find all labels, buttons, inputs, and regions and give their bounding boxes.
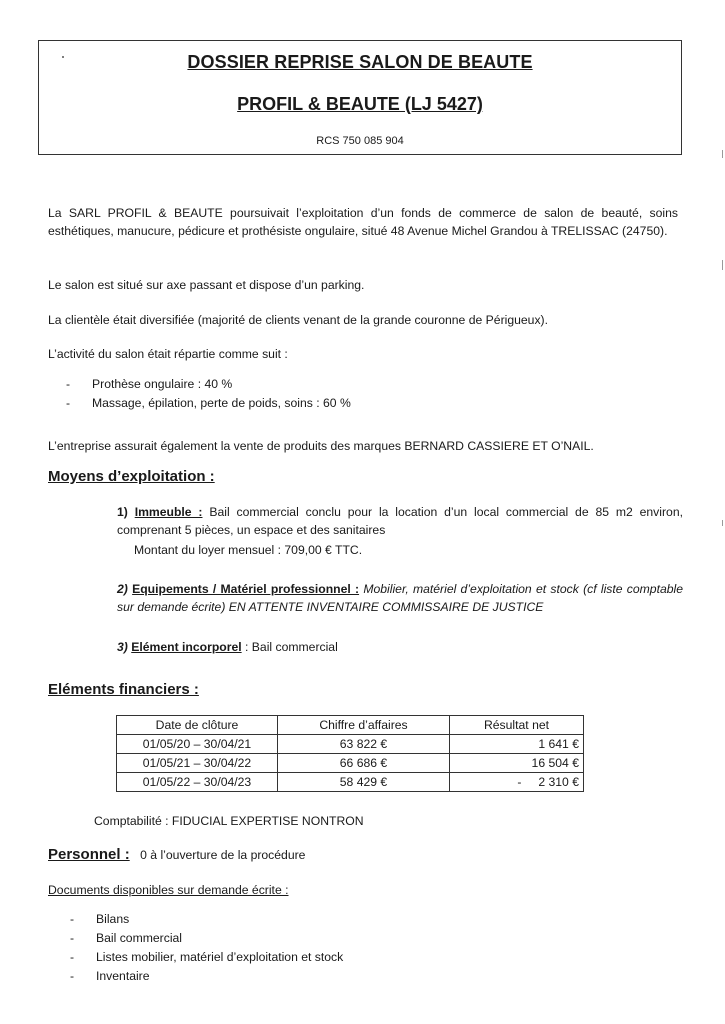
documents-list — [70, 910, 630, 986]
table-cell: 1 641 € — [450, 735, 584, 754]
activity-list — [66, 375, 666, 413]
table-cell: - 2 310 € — [450, 773, 584, 792]
item-text: : Bail commercial — [245, 640, 338, 654]
financial-table — [116, 715, 584, 792]
table-cell: 16 504 € — [450, 754, 584, 773]
personnel-title: Personnel : — [48, 846, 130, 863]
financial-title: Eléments financiers : — [48, 681, 199, 698]
brands-paragraph: L’entreprise assurait également la vente de produits des marques BERNARD CASSIERE ET O’NAIL. — [48, 439, 594, 453]
immeuble-item — [117, 503, 683, 539]
item-number: 3) — [117, 640, 128, 654]
location-paragraph: Le salon est situé sur axe passant et dispose d’un parking. — [48, 278, 365, 292]
table-row — [117, 773, 584, 792]
table-cell: 01/05/20 – 30/04/21 — [117, 735, 278, 754]
item-number: 2) — [117, 582, 128, 596]
table-row — [117, 754, 584, 773]
documents-title: Documents disponibles sur demande écrite : — [48, 883, 289, 897]
rcs-number: RCS 750 085 904 — [316, 135, 404, 147]
rent-amount: Montant du loyer mensuel : 709,00 € TTC. — [134, 543, 363, 557]
list-item: - Listes mobilier, matériel d’exploitation et stock — [70, 948, 630, 967]
list-item: - Inventaire — [70, 967, 630, 986]
item-label: Equipements / Matériel professionnel : — [132, 582, 360, 596]
table-cell: 58 429 € — [278, 773, 450, 792]
table-row — [117, 735, 584, 754]
table-cell: 66 686 € — [278, 754, 450, 773]
column-header: Date de clôture — [117, 716, 278, 735]
table-cell: 63 822 € — [278, 735, 450, 754]
clientele-paragraph: La clientèle était diversifiée (majorité de clients venant de la grande couronne de Périgueux). — [48, 313, 548, 327]
scan-edge-mark — [722, 150, 723, 158]
table-header-row — [117, 716, 584, 735]
column-header: Résultat net — [450, 716, 584, 735]
personnel-line — [48, 846, 668, 864]
list-item: - Bilans — [70, 910, 630, 929]
table-cell: 01/05/22 – 30/04/23 — [117, 773, 278, 792]
activity-intro: L’activité du salon était répartie comme suit : — [48, 347, 288, 361]
scan-edge-mark — [722, 520, 723, 526]
list-item: - Prothèse ongulaire : 40 % — [66, 375, 666, 394]
item-text: Bail commercial conclu pour la location d’un local commercial de 85 m2 environ, comprenant 5 pièces, un espace et des sanitaires — [117, 505, 683, 537]
document-subtitle: PROFIL & BEAUTE (LJ 5427) — [237, 94, 483, 114]
equipements-item — [117, 580, 683, 616]
item-text: Mobilier, matériel d’exploitation et stock (cf liste comptable sur demande écrite) EN ATTENTE INVENTAIRE COMMISSAIRE DE JUSTICE — [117, 582, 684, 614]
item-label: Immeuble : — [134, 505, 203, 519]
table-cell: 01/05/21 – 30/04/22 — [117, 754, 278, 773]
incorporel-item — [117, 638, 683, 656]
item-label: Elément incorporel — [131, 640, 242, 654]
column-header: Chiffre d’affaires — [278, 716, 450, 735]
list-item: - Massage, épilation, perte de poids, soins : 60 % — [66, 394, 666, 413]
document-title: DOSSIER REPRISE SALON DE BEAUTE — [187, 52, 533, 72]
intro-paragraph: La SARL PROFIL & BEAUTE poursuivait l’exploitation d’un fonds de commerce de salon de beauté, soins esthétiques, manucure, pédicure et prothésiste ongulaire, situé 48 Avenue Michel Grandou à TRELISSAC (24750). — [48, 206, 678, 238]
moyens-title: Moyens d’exploitation : — [48, 468, 215, 485]
scan-edge-mark — [722, 260, 723, 270]
list-item: - Bail commercial — [70, 929, 630, 948]
accounting-firm: Comptabilité : FIDUCIAL EXPERTISE NONTRON — [94, 814, 364, 828]
item-number: 1) — [117, 505, 128, 519]
personnel-text: 0 à l’ouverture de la procédure — [140, 848, 306, 862]
header-box — [38, 40, 682, 155]
